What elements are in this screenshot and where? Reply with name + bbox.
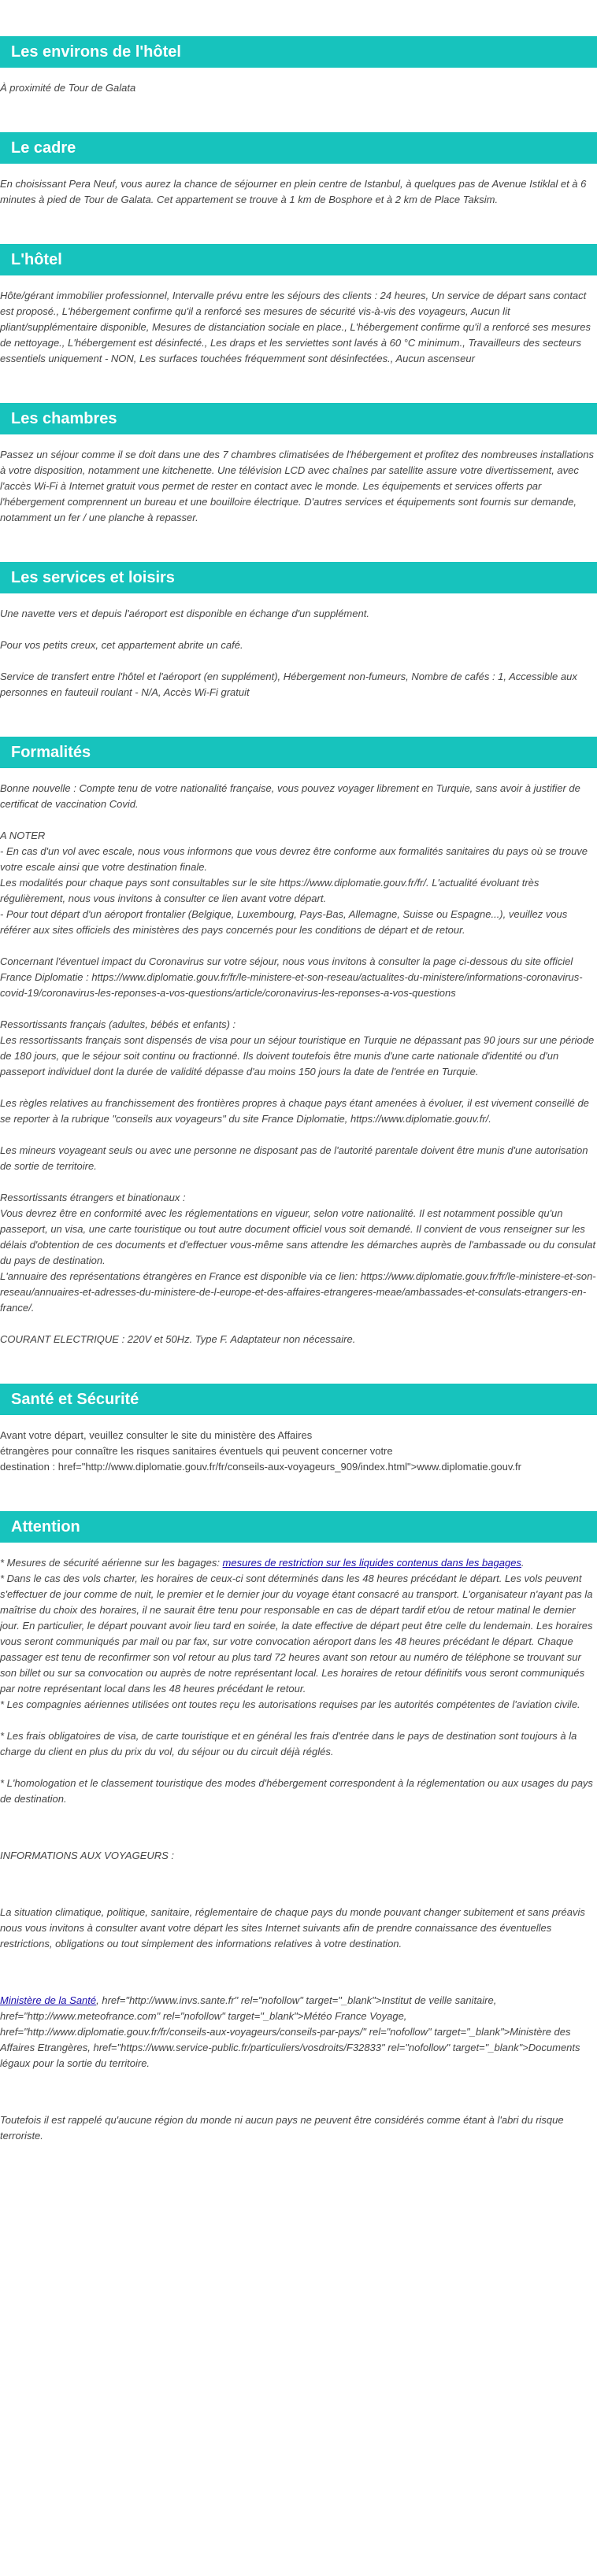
section-content-sante — [0, 1428, 597, 1475]
formalites-covid-text: Bonne nouvelle : Compte tenu de votre nationalité française, vous pouvez voyager librement en Turquie, sans avoir à justifier de certificat de vaccination Covid. — [0, 782, 580, 810]
section-attention — [0, 1511, 597, 2144]
section-formalites — [0, 737, 597, 1347]
hotel-text: Hôte/gérant immobilier professionnel, Intervalle prévu entre les séjours des clients : 24 heures, Un service de départ sans contact est proposé., L'hébergement confirme qu'il a renforcé ses mesures de sécurité vis-à-vis des voyageurs, Aucun lit pliant/supplémentaire disponible, Mesures de distanciation sociale en place., L'hébergement confirme qu'il a renforcé ses mesures de nettoyage., L'hébergement est désinfecté., Les draps et les serviettes sont lavés à 60 °C minimum., Travailleurs des secteurs essentiels uniquement - NON, Les surfaces touchées fréquemment sont désinfectées., Aucun ascenseur — [0, 290, 591, 364]
formalites-french-title: Ressortissants français (adultes, bébés et enfants) : — [0, 1018, 236, 1030]
useful-links-rest: , href="http://www.invs.sante.fr" rel="nofollow" target="_blank">Institut de veille sanitaire, href="http://www.meteofrance.com" rel="nofollow" target="_blank">Météo France Voyage, href="http://www.diplomatie.gouv.fr/fr/conseils-aux-voyageurs/conseils-par-pays/" rel="nofollow" target="_blank">Ministère des Affaires Etrangères, href="https://www.service-public.fr/particuliers/vosdroits/F32833" rel="nofollow" target="_blank">Documents légaux pour la sortie du territoire. — [0, 1994, 580, 2069]
section-services — [0, 562, 597, 700]
section-content-chambres — [0, 447, 597, 526]
formalites-coronavirus-text: Concernant l'éventuel impact du Coronavirus sur votre séjour, nous vous invitons à consulter la page ci-dessous du site officiel France Diplomatie : https://www.diplomatie.gouv.fr/fr/le-ministere-et-son-reseau/actualites-du-ministere/informations-coronavirus-covid-19/coronavirus-les-reponses-a-vos-questions/article/coronavirus-les-reponses-a-vos-questions — [0, 955, 583, 999]
section-title-cadre: Le cadre — [0, 132, 597, 164]
section-title-chambres: Les chambres — [0, 403, 597, 434]
ministere-sante-link[interactable]: Ministère de la Santé — [0, 1994, 97, 2006]
section-content-hotel — [0, 288, 597, 367]
sante-line-2: étrangères pour connaître les risques sanitaires éventuels qui peuvent concerner votre — [0, 1445, 393, 1457]
section-title-environs: Les environs de l'hôtel — [0, 36, 597, 68]
useful-links-text — [0, 1993, 597, 2072]
formalites-foreign-title: Ressortissants étrangers et binationaux : — [0, 1192, 186, 1203]
formalites-foreign-directory: L'annuaire des représentations étrangères en France est disponible via ce lien: https://www.diplomatie.gouv.fr/fr/le-ministere-et-son-reseau/annuaires-et-adresses-du-ministere-de-l-europe-et-des-affaires-etrangeres-meae/ambassades-et-consulats-etrangers-en-france/. — [0, 1270, 596, 1314]
services-text-3: Service de transfert entre l'hôtel et l'aéroport (en supplément), Hébergement non-fumeurs, Nombre de cafés : 1, Accessible aux personnes en fauteuil roulant - N/A, Accès Wi-Fi gratuit — [0, 671, 577, 698]
section-content-cadre — [0, 176, 597, 208]
section-title-formalites: Formalités — [0, 737, 597, 768]
section-chambres — [0, 403, 597, 526]
formalites-note-title: A NOTER — [0, 830, 46, 841]
formalites-note-1: - En cas d'un vol avec escale, nous vous informons que vous devrez être conforme aux formalités sanitaires du pays où se trouve votre escale ainsi que votre destination finale. — [0, 845, 588, 873]
section-cadre — [0, 132, 597, 208]
attention-bullet-5: * L'homologation et le classement touristique des modes d'hébergement correspondent à la réglementation ou aux usages du pays de destination. — [0, 1777, 593, 1805]
section-sante — [0, 1384, 597, 1475]
section-title-hotel: L'hôtel — [0, 244, 597, 275]
section-title-services: Les services et loisirs — [0, 562, 597, 593]
section-content-attention — [0, 1555, 597, 2144]
travellers-info-line-2: nous vous invitons à consulter avant votre départ les sites Internet suivants afin de prendre connaissance des éventuelles restrictions, obligations ou tout simplement des informations relatives à votre destination. — [0, 1922, 552, 1950]
attention-bullet-1-suffix: . — [521, 1557, 525, 1569]
environs-text: À proximité de Tour de Galata — [0, 82, 136, 94]
chambres-text: Passez un séjour comme il se doit dans une des 7 chambres climatisées de l'hébergement et profitez des nombreuses installations à votre disposition, notamment une kitchenette. Une télévision LCD avec chaînes par satellite assure votre divertissement, avec l'accès Wi-Fi à Internet gratuit vous permet de rester en contact avec le monde. Les équipements et services offerts par l'hébergement comprennent un bureau et une bouilloire électrique. D'autres services et équipements sont fournis sur demande, notamment un fer / une planche à repasser. — [0, 449, 594, 523]
attention-bullet-2: * Dans le cas des vols charter, les horaires de ceux-ci sont déterminés dans les 48 heures précédant le départ. Les vols peuvent s'effectuer de jour comme de nuit, le premier et le dernier jour du voyage étant consacré au transport. L'organisateur n'ayant pas la maîtrise du choix des horaires, il ne saurait être tenu pour responsable en cas de départ tardif et/ou de retour matinal le dernier jour. En particulier, le départ pouvant avoir lieu tard en soirée, la date effective de départ peut être celle du lendemain. Les horaires vous seront communiqués par mail ou par fax, sur votre convocation aéroport dans les 48 heures précédant le départ. Chaque passager est tenu de reconfirmer son vol retour au plus tard 72 heures avant son retour au numéro de téléphone se trouvant sur son billet ou sur sa convocation ou auprès de notre représentant local. Les horaires de retour définitifs vous seront communiqués par notre représentant local dans les 48 heures précédant le retour. — [0, 1573, 593, 1695]
liquids-restriction-link[interactable]: mesures de restriction sur les liquides contenus dans les bagages — [222, 1557, 521, 1569]
section-title-attention: Attention — [0, 1511, 597, 1543]
sante-line-3: destination : href="http://www.diplomatie.gouv.fr/fr/conseils-aux-voyageurs_909/index.html">www.diplomatie.gouv.fr — [0, 1461, 521, 1473]
cadre-text: En choisissant Pera Neuf, vous aurez la chance de séjourner en plein centre de Istanbul, à quelques pas de Avenue Istiklal et à 6 minutes à pied de Tour de Galata. Cet appartement se trouve à 1 km de Bosphore et à 2 km de Place Taksim. — [0, 178, 587, 205]
attention-bullet-1-prefix: * Mesures de sécurité aérienne sur les bagages: — [0, 1557, 223, 1569]
formalites-minors-text: Les mineurs voyageant seuls ou avec une personne ne disposant pas de l'autorité parentale doivent être munis d'une autorisation de sortie de territoire. — [0, 1144, 588, 1172]
formalites-french-text: Les ressortissants français sont dispensés de visa pour un séjour touristique en Turquie ne dépassant pas 90 jours sur une période de 180 jours, que le séjour soit continu ou fractionné. Ils doivent toutefois être munis d'une carte nationale d'identité ou d'un passeport individuel dont la durée de validité dépasse d'au moins 150 jours la date de l'entrée en Turquie. — [0, 1034, 595, 1077]
sante-line-1: Avant votre départ, veuillez consulter le site du ministère des Affaires — [0, 1429, 313, 1441]
section-environs — [0, 36, 597, 96]
attention-bullet-4: * Les frais obligatoires de visa, de carte touristique et en général les frais d'entrée dans le pays de destination sont toujours à la charge du client en plus du prix du vol, du séjour ou du circuit déjà réglés. — [0, 1730, 577, 1757]
formalites-borders-text: Les règles relatives au franchissement des frontières propres à chaque pays étant amenées à évoluer, il est vivement conseillé de se reporter à la rubrique "conseils aux voyageurs" du site France Diplomatie, https://www.diplomatie.gouv.fr/. — [0, 1097, 589, 1125]
section-content-services — [0, 606, 597, 700]
terrorism-notice: Toutefois il est rappelé qu'aucune région du monde ni aucun pays ne peuvent être considérés comme étant à l'abri du risque terroriste. — [0, 2114, 564, 2142]
services-text-1: Une navette vers et depuis l'aéroport est disponible en échange d'un supplément. — [0, 608, 369, 619]
attention-bullet-1 — [0, 1555, 597, 1571]
attention-bullet-3: * Les compagnies aériennes utilisées ont toutes reçu les autorisations requises par les autorités compétentes de l'aviation civile. — [0, 1698, 580, 1710]
formalites-foreign-text: Vous devrez être en conformité avec les réglementations en vigueur, selon votre nationalité. Il est notamment possible qu'un passeport, un visa, une carte touristique ou tout autre document officiel vous soit demandé. Il convient de vous renseigner sur les délais d'obtention de ces documents et d'effectuer vous-même sans attendre les démarches auprès de l'ambassade ou du consulat du pays de destination. — [0, 1207, 596, 1266]
services-text-2: Pour vos petits creux, cet appartement abrite un café. — [0, 639, 243, 651]
formalites-electric-text: COURANT ELECTRIQUE : 220V et 50Hz. Type F. Adaptateur non nécessaire. — [0, 1333, 356, 1345]
section-hotel — [0, 244, 597, 367]
formalites-note-3: - Pour tout départ d'un aéroport frontalier (Belgique, Luxembourg, Pays-Bas, Allemagne, Suisse ou Espagne...), veuillez vous référer aux sites officiels des ministères des pays concernés pour les conditions de départ et de retour. — [0, 908, 568, 936]
section-content-environs — [0, 80, 597, 96]
section-content-formalites — [0, 781, 597, 1347]
formalites-note-2: Les modalités pour chaque pays sont consultables sur le site https://www.diplomatie.gouv.fr/fr/. L'actualité évoluant très régulièrement, nous vous invitons à consulter ce lien avant votre départ. — [0, 877, 540, 904]
travellers-info-title: INFORMATIONS AUX VOYAGEURS : — [0, 1850, 175, 1861]
section-title-sante: Santé et Sécurité — [0, 1384, 597, 1415]
travellers-info-line-1: La situation climatique, politique, sanitaire, réglementaire de chaque pays du monde pouvant changer subitement et sans préavis — [0, 1906, 585, 1918]
